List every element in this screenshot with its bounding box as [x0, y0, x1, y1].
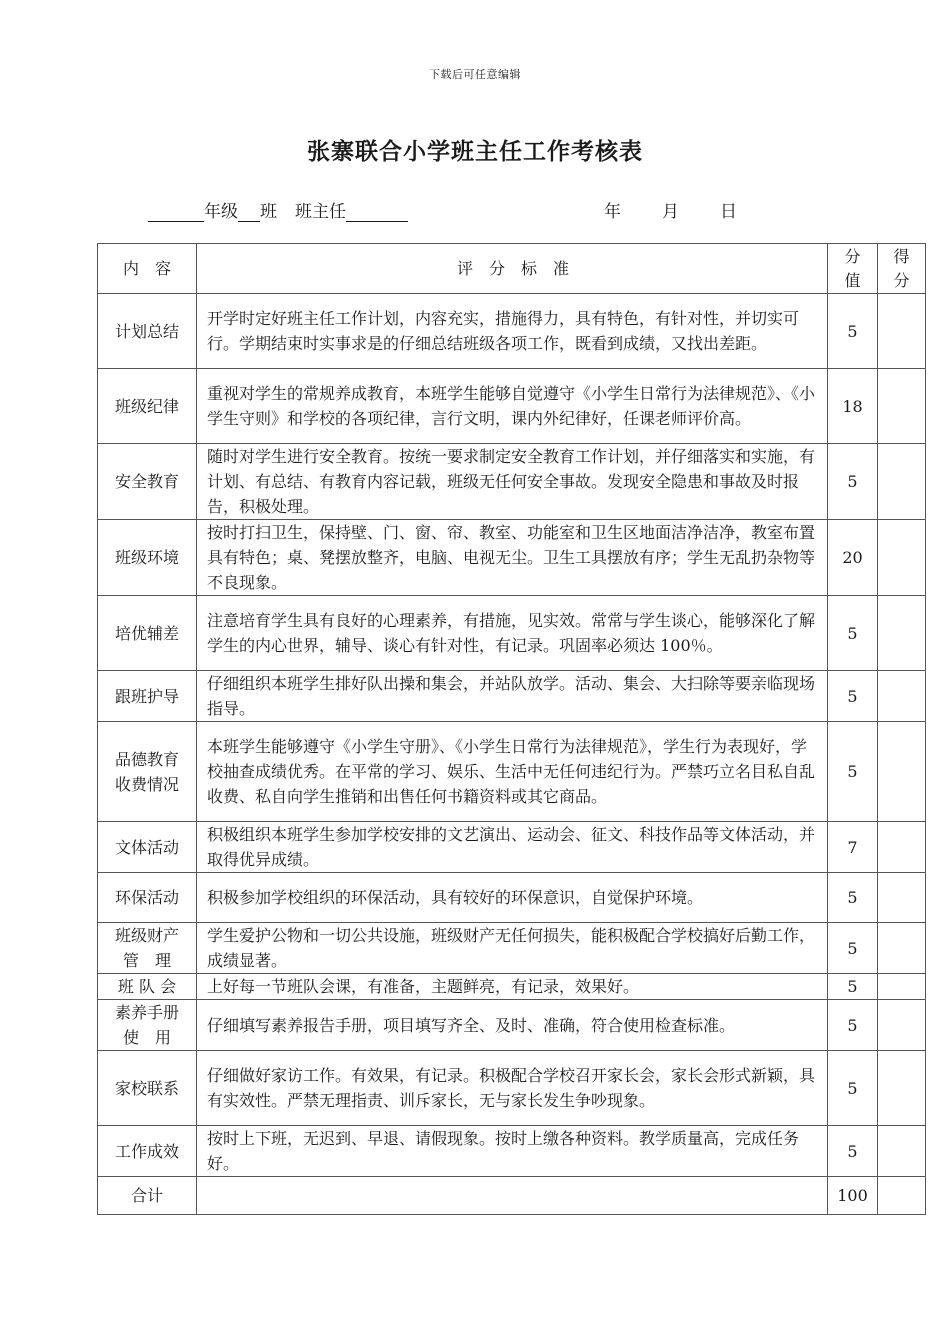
class-label: 班 — [260, 202, 277, 222]
row-score: 5 — [828, 596, 878, 671]
row-category: 班级财产 管 理 — [98, 923, 197, 974]
total-criteria — [197, 1177, 828, 1215]
row-earned-input[interactable] — [878, 722, 926, 822]
row-criteria: 注意培育学生具有良好的心理素养，有措施，见实效。常常与学生谈心，能够深化了解学生的内心世界，辅导、谈心有针对性，有记录。巩固率必须达 100％。 — [197, 596, 828, 671]
month-label: 月 — [662, 202, 679, 222]
row-score: 7 — [828, 822, 878, 873]
table-header-row — [98, 244, 926, 294]
row-score: 5 — [828, 873, 878, 923]
table-row — [98, 974, 926, 1000]
row-earned-input[interactable] — [878, 520, 926, 596]
table-row — [98, 596, 926, 671]
row-category: 素养手册 使 用 — [98, 1000, 197, 1051]
info-line — [148, 197, 408, 222]
row-score: 5 — [828, 1051, 878, 1126]
row-criteria: 积极参加学校组织的环保活动，具有较好的环保意识，自觉保护环境。 — [197, 873, 828, 923]
grade-blank[interactable] — [148, 203, 204, 222]
total-label: 合计 — [98, 1177, 197, 1215]
row-earned-input[interactable] — [878, 1000, 926, 1051]
header-note: 下载后可任意编辑 — [429, 68, 521, 81]
row-score: 5 — [828, 974, 878, 1000]
row-category: 培优辅差 — [98, 596, 197, 671]
page-title: 张寨联合小学班主任工作考核表 — [307, 138, 643, 165]
row-criteria: 仔细组织本班学生排好队出操和集会，并站队放学。活动、集会、大扫除等要亲临现场指导。 — [197, 671, 828, 722]
table-row — [98, 822, 926, 873]
row-earned-input[interactable] — [878, 671, 926, 722]
header-earned: 得 分 — [878, 244, 926, 294]
row-score: 5 — [828, 722, 878, 822]
row-category: 班 队 会 — [98, 974, 197, 1000]
row-criteria: 重视对学生的常规养成教育，本班学生能够自觉遵守《小学生日常行为法律规范》、《小学生守则》和学校的各项纪律，言行文明，课内外纪律好，任课老师评价高。 — [197, 369, 828, 444]
table-row — [98, 1000, 926, 1051]
table-row — [98, 369, 926, 444]
row-criteria: 按时打扫卫生，保持壁、门、窗、帘、教室、功能室和卫生区地面洁净洁净，教室布置具有特色；桌、凳摆放整齐，电脑、电视无尘。卫生工具摆放有序；学生无乱扔杂物等不良现象。 — [197, 520, 828, 596]
row-earned-input[interactable] — [878, 974, 926, 1000]
row-criteria: 开学时定好班主任工作计划，内容充实，措施得力，具有特色，有针对性，并切实可行。学期结束时实事求是的仔细总结班级各项工作，既看到成绩，又找出差距。 — [197, 294, 828, 369]
assessment-table — [97, 243, 926, 1215]
row-category: 文体活动 — [98, 822, 197, 873]
day-label: 日 — [720, 202, 737, 222]
header-content: 内 容 — [98, 244, 197, 294]
total-row — [98, 1177, 926, 1215]
row-criteria: 仔细做好家访工作。有效果，有记录。积极配合学校召开家长会，家长会形式新颖，具有实效性。严禁无理指责、训斥家长，无与家长发生争吵现象。 — [197, 1051, 828, 1126]
row-category: 安全教育 — [98, 444, 197, 520]
row-earned-input[interactable] — [878, 294, 926, 369]
table-row — [98, 671, 926, 722]
row-criteria: 学生爱护公物和一切公共设施，班级财产无任何损失，能积极配合学校搞好后勤工作，成绩显著。 — [197, 923, 828, 974]
total-score: 100 — [828, 1177, 878, 1215]
table-row — [98, 1126, 926, 1177]
row-criteria: 按时上下班，无迟到、早退、请假现象。按时上缴各种资料。教学质量高，完成任务好。 — [197, 1126, 828, 1177]
row-criteria: 本班学生能够遵守《小学生守册》、《小学生日常行为法律规范》，学生行为表现好，学校抽查成绩优秀。在平常的学习、娱乐、生活中无任何违纪行为。严禁巧立名目私自乱收费、私自向学生推销和出售任何书籍资料或其它商品。 — [197, 722, 828, 822]
row-score: 5 — [828, 444, 878, 520]
row-category: 环保活动 — [98, 873, 197, 923]
teacher-label: 班主任 — [295, 202, 346, 222]
row-criteria: 仔细填写素养报告手册，项目填写齐全、及时、准确，符合使用检查标准。 — [197, 1000, 828, 1051]
row-score: 5 — [828, 923, 878, 974]
row-earned-input[interactable] — [878, 923, 926, 974]
row-earned-input[interactable] — [878, 1051, 926, 1126]
row-category: 家校联系 — [98, 1051, 197, 1126]
teacher-blank[interactable] — [346, 203, 408, 222]
row-earned-input[interactable] — [878, 822, 926, 873]
row-score: 18 — [828, 369, 878, 444]
row-earned-input[interactable] — [878, 369, 926, 444]
header-score: 分 值 — [828, 244, 878, 294]
row-criteria: 积极组织本班学生参加学校安排的文艺演出、运动会、征文、科技作品等文体活动，并取得优异成绩。 — [197, 822, 828, 873]
row-score: 5 — [828, 1126, 878, 1177]
class-blank[interactable] — [238, 203, 260, 222]
row-earned-input[interactable] — [878, 1126, 926, 1177]
total-earned-input[interactable] — [878, 1177, 926, 1215]
table-row — [98, 873, 926, 923]
row-category: 跟班护导 — [98, 671, 197, 722]
row-category: 班级环境 — [98, 520, 197, 596]
table-row — [98, 923, 926, 974]
row-earned-input[interactable] — [878, 873, 926, 923]
table-row — [98, 294, 926, 369]
row-score: 5 — [828, 294, 878, 369]
year-label: 年 — [604, 202, 621, 222]
grade-label: 年级 — [204, 202, 238, 222]
row-earned-input[interactable] — [878, 444, 926, 520]
row-category: 工作成效 — [98, 1126, 197, 1177]
row-score: 5 — [828, 1000, 878, 1051]
header-criteria: 评 分 标 准 — [197, 244, 828, 294]
table-row — [98, 722, 926, 822]
table-row — [98, 444, 926, 520]
table-row — [98, 1051, 926, 1126]
row-category: 计划总结 — [98, 294, 197, 369]
row-category: 品德教育 收费情况 — [98, 722, 197, 822]
row-criteria: 随时对学生进行安全教育。按统一要求制定安全教育工作计划，并仔细落实和实施，有计划、有总结、有教育内容记载，班级无任何安全事故。发现安全隐患和事故及时报告，积极处理。 — [197, 444, 828, 520]
table-row — [98, 520, 926, 596]
row-criteria: 上好每一节班队会课，有准备，主题鲜亮，有记录，效果好。 — [197, 974, 828, 1000]
row-score: 20 — [828, 520, 878, 596]
row-earned-input[interactable] — [878, 596, 926, 671]
row-score: 5 — [828, 671, 878, 722]
row-category: 班级纪律 — [98, 369, 197, 444]
